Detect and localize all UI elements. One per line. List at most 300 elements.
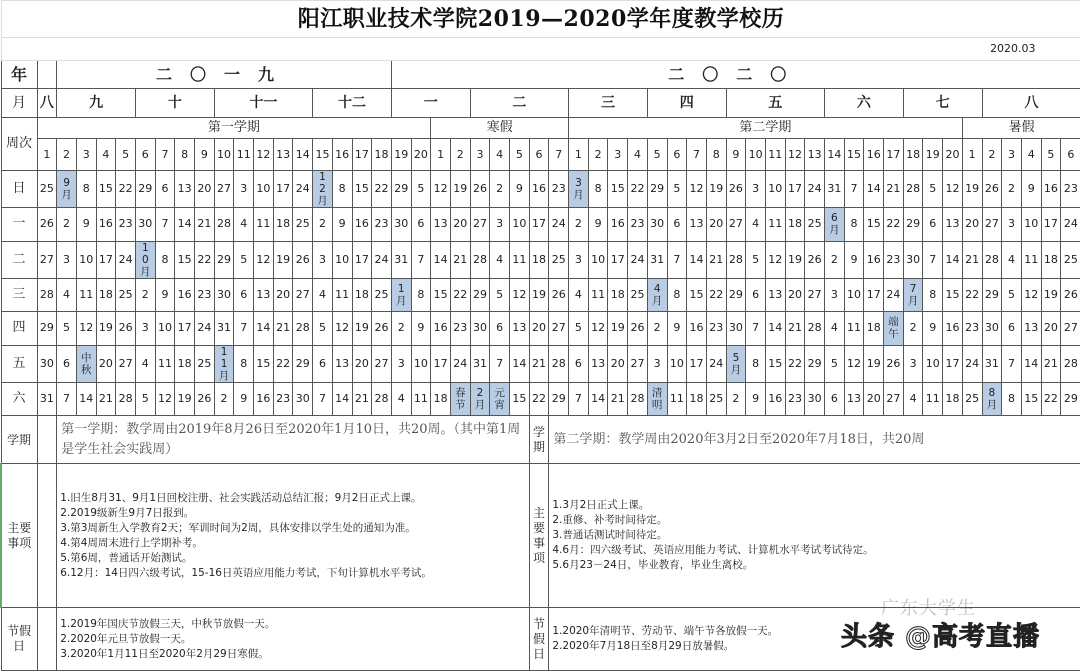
day-cell: 27: [726, 208, 746, 242]
week-number: 11: [765, 139, 785, 171]
day-cell: 14: [431, 241, 451, 278]
day-cell: 23: [372, 208, 392, 242]
day-cell: 9: [411, 312, 431, 346]
day-cell: 18: [608, 278, 628, 312]
week-number: 12: [254, 139, 274, 171]
term-header: 暑假: [962, 118, 1080, 139]
day-cell: 12: [687, 171, 707, 208]
day-cell: 8: [923, 278, 943, 312]
semester-label: 学期: [1, 416, 37, 464]
day-cell: 2: [135, 278, 155, 312]
weekday-row: [1, 171, 1080, 208]
day-cell: 26: [549, 278, 569, 312]
day-cell: 2: [57, 208, 77, 242]
day-cell: 4: [313, 278, 333, 312]
day-cell: 28: [805, 312, 825, 346]
day-cell: 23: [706, 312, 726, 346]
week-number: 4: [1021, 139, 1041, 171]
list-item: 2.2019级新生9月7日报到。: [60, 506, 195, 519]
day-cell: 29: [647, 171, 667, 208]
week-number: 4: [96, 139, 116, 171]
day-cell: 29: [982, 278, 1002, 312]
day-cell: 9: [155, 278, 175, 312]
day-cell: 5: [1002, 278, 1022, 312]
highlight-cell: [647, 278, 667, 312]
day-cell: 25: [37, 171, 57, 208]
day-cell: 10: [1021, 208, 1041, 242]
week-number: 3: [1002, 139, 1022, 171]
day-cell: 6: [825, 382, 845, 416]
blank-cell: [37, 464, 57, 608]
term-header: 第一学期: [37, 118, 431, 139]
day-cell: 9: [76, 208, 96, 242]
day-cell: 9: [844, 241, 864, 278]
day-cell: 14: [864, 171, 884, 208]
semester2-items-label-text: 主要事项: [533, 505, 546, 565]
day-cell: 17: [943, 345, 963, 382]
day-cell: 13: [844, 382, 864, 416]
week-number: 7: [687, 139, 707, 171]
day-cell: 19: [175, 382, 195, 416]
day-cell: 19: [529, 278, 549, 312]
day-cell: 5: [923, 171, 943, 208]
highlight-cell-text: 6月: [829, 212, 840, 237]
highlight-cell: [647, 382, 667, 416]
day-cell: 11: [1021, 241, 1041, 278]
day-cell: 31: [37, 382, 57, 416]
day-cell: 7: [411, 241, 431, 278]
day-cell: 6: [569, 345, 589, 382]
month-header: 五: [726, 89, 824, 118]
day-cell: 16: [608, 208, 628, 242]
semester1-summary: 第一学期：教学周由2019年8月26日至2020年1月10日，共20周。（其中第1周是学生社会实践周）: [57, 416, 530, 464]
day-cell: 6: [313, 345, 333, 382]
day-cell: 13: [254, 278, 274, 312]
day-cell: 29: [135, 171, 155, 208]
day-cell: 26: [372, 312, 392, 346]
highlight-cell: [391, 278, 411, 312]
day-cell: 8: [588, 171, 608, 208]
weekday-row: [1, 241, 1080, 278]
year-header: 二〇一九: [57, 61, 392, 89]
day-cell: 29: [805, 345, 825, 382]
day-cell: 9: [510, 171, 530, 208]
day-cell: 9: [1021, 171, 1041, 208]
highlight-cell-text: 2月: [474, 386, 486, 411]
page-title: 阳江职业技术学院2019—2020学年度教学校历: [1, 1, 1080, 38]
month-header: 一: [391, 89, 470, 118]
day-cell: 13: [175, 171, 195, 208]
day-cell: 9: [923, 312, 943, 346]
highlight-cell: [884, 312, 904, 346]
day-cell: 4: [135, 345, 155, 382]
day-cell: 21: [529, 345, 549, 382]
day-cell: 27: [549, 312, 569, 346]
day-cell: 26: [805, 241, 825, 278]
day-cell: 8: [746, 345, 766, 382]
week-number: 2: [588, 139, 608, 171]
day-cell: 7: [57, 382, 77, 416]
day-cell: 23: [1061, 171, 1080, 208]
day-cell: 11: [923, 382, 943, 416]
day-cell: 4: [825, 312, 845, 346]
weekday-row: [1, 382, 1080, 416]
month-header: 八: [37, 89, 57, 118]
day-cell: 27: [884, 382, 904, 416]
day-cell: 10: [510, 208, 530, 242]
day-cell: 13: [510, 312, 530, 346]
day-cell: 10: [844, 278, 864, 312]
day-cell: 7: [746, 312, 766, 346]
highlight-cell: [825, 208, 845, 242]
day-cell: 25: [293, 208, 313, 242]
day-cell: 18: [529, 241, 549, 278]
day-cell: 26: [293, 241, 313, 278]
day-cell: 24: [884, 278, 904, 312]
weekday-label: 日: [1, 171, 37, 208]
weekday-row: [1, 345, 1080, 382]
day-cell: 19: [450, 171, 470, 208]
day-cell: 29: [391, 171, 411, 208]
month-header: 六: [825, 89, 904, 118]
day-cell: 5: [411, 171, 431, 208]
day-cell: 4: [234, 208, 254, 242]
month-header: 九: [57, 89, 136, 118]
day-cell: 28: [982, 241, 1002, 278]
weekday-label: 三: [1, 278, 37, 312]
day-cell: 2: [214, 382, 234, 416]
week-number: 16: [864, 139, 884, 171]
week-number: 4: [628, 139, 648, 171]
day-cell: 10: [254, 171, 274, 208]
day-cell: 17: [785, 171, 805, 208]
day-cell: 30: [135, 208, 155, 242]
week-number: 20: [411, 139, 431, 171]
day-cell: 26: [195, 382, 215, 416]
day-cell: 8: [1002, 382, 1022, 416]
term-row: [1, 118, 1080, 139]
day-cell: 9: [332, 208, 352, 242]
day-cell: 3: [825, 278, 845, 312]
day-cell: 9: [234, 382, 254, 416]
day-cell: 8: [844, 208, 864, 242]
week-number: 7: [155, 139, 175, 171]
day-cell: 26: [470, 171, 490, 208]
day-cell: 18: [431, 382, 451, 416]
day-cell: 31: [391, 241, 411, 278]
day-cell: 20: [785, 278, 805, 312]
day-cell: 4: [490, 241, 510, 278]
day-cell: 29: [1061, 382, 1080, 416]
day-cell: 25: [195, 345, 215, 382]
day-cell: 6: [1002, 312, 1022, 346]
day-cell: 21: [706, 241, 726, 278]
week-number: 1: [569, 139, 589, 171]
day-cell: 17: [431, 345, 451, 382]
day-cell: 28: [116, 382, 136, 416]
term-header: 寒假: [431, 118, 569, 139]
day-cell: 8: [76, 171, 96, 208]
day-cell: 24: [706, 345, 726, 382]
day-cell: 14: [254, 312, 274, 346]
year-label: 年: [1, 61, 37, 89]
day-cell: 5: [667, 171, 687, 208]
day-cell: 21: [273, 312, 293, 346]
day-cell: 29: [549, 382, 569, 416]
month-header: 七: [903, 89, 982, 118]
day-cell: 19: [1041, 278, 1061, 312]
day-cell: 2: [726, 382, 746, 416]
day-cell: 11: [510, 241, 530, 278]
year-blank-cell: [37, 61, 57, 89]
day-cell: 27: [214, 171, 234, 208]
week-number: 5: [510, 139, 530, 171]
semester1-holidays: [57, 608, 530, 671]
day-cell: 18: [687, 382, 707, 416]
month-header: 十一: [214, 89, 312, 118]
day-cell: 28: [903, 171, 923, 208]
day-cell: 22: [450, 278, 470, 312]
day-cell: 12: [76, 312, 96, 346]
day-cell: 15: [1021, 382, 1041, 416]
day-cell: 27: [372, 345, 392, 382]
day-cell: 7: [667, 241, 687, 278]
day-cell: 10: [588, 241, 608, 278]
week-number: 13: [273, 139, 293, 171]
day-cell: 26: [982, 171, 1002, 208]
day-cell: 22: [116, 171, 136, 208]
highlight-cell-text: 11月: [218, 345, 230, 382]
day-cell: 9: [588, 208, 608, 242]
day-cell: 10: [667, 345, 687, 382]
week-number: 1: [431, 139, 451, 171]
highlight-cell-text: 1月: [395, 282, 407, 307]
day-cell: 10: [332, 241, 352, 278]
day-cell: 29: [293, 345, 313, 382]
day-cell: 6: [667, 208, 687, 242]
day-cell: 11: [332, 278, 352, 312]
day-cell: 28: [37, 278, 57, 312]
day-cell: 24: [1061, 208, 1080, 242]
day-cell: 12: [943, 171, 963, 208]
day-cell: 29: [214, 241, 234, 278]
week-number: 14: [293, 139, 313, 171]
list-item: 3.2020年1月11日至2020年2月29日寒假。: [60, 647, 269, 660]
day-cell: 28: [372, 382, 392, 416]
week-number: 6: [1061, 139, 1080, 171]
day-cell: 2: [647, 312, 667, 346]
day-cell: 13: [332, 345, 352, 382]
day-cell: 27: [37, 241, 57, 278]
weekday-label: 四: [1, 312, 37, 346]
day-cell: 2: [391, 312, 411, 346]
day-cell: 6: [411, 208, 431, 242]
week-number: 2: [57, 139, 77, 171]
day-cell: 17: [1041, 208, 1061, 242]
highlight-cell: [76, 345, 96, 382]
day-cell: 27: [628, 345, 648, 382]
week-number: 16: [332, 139, 352, 171]
day-cell: 7: [923, 241, 943, 278]
day-cell: 7: [1002, 345, 1022, 382]
day-cell: 23: [450, 312, 470, 346]
day-cell: 9: [746, 382, 766, 416]
week-number: 6: [667, 139, 687, 171]
week-number: 17: [884, 139, 904, 171]
day-cell: 19: [96, 312, 116, 346]
day-cell: 15: [96, 171, 116, 208]
day-cell: 30: [647, 208, 667, 242]
highlight-cell: [470, 382, 490, 416]
day-cell: 23: [273, 382, 293, 416]
semester2-items: [549, 464, 1080, 608]
watermark-sub: 广东大学生: [880, 598, 976, 619]
month-row: [1, 89, 1080, 118]
year-header: 二〇二〇: [391, 61, 1080, 89]
highlight-cell-text: 中秋: [80, 351, 92, 376]
list-item: 3.普通话测试时间待定。: [552, 529, 668, 541]
day-cell: 24: [805, 171, 825, 208]
weekday-row: [1, 208, 1080, 242]
week-number: 6: [529, 139, 549, 171]
term-header: 第二学期: [569, 118, 963, 139]
day-cell: 2: [569, 208, 589, 242]
day-cell: 25: [962, 382, 982, 416]
day-cell: 4: [57, 278, 77, 312]
day-cell: 22: [706, 278, 726, 312]
day-cell: 3: [569, 241, 589, 278]
day-cell: 23: [195, 278, 215, 312]
day-cell: 12: [431, 171, 451, 208]
day-cell: 3: [746, 171, 766, 208]
day-cell: 4: [569, 278, 589, 312]
list-item: 1.旧生8月31、9月1日回校注册、社会实践活动总结汇报；9月2日正式上课。: [60, 491, 422, 504]
day-cell: 19: [785, 241, 805, 278]
day-cell: 18: [96, 278, 116, 312]
day-cell: 18: [175, 345, 195, 382]
day-cell: 5: [313, 312, 333, 346]
day-cell: 23: [549, 171, 569, 208]
day-cell: 10: [411, 345, 431, 382]
day-cell: 12: [588, 312, 608, 346]
day-cell: 20: [864, 382, 884, 416]
day-cell: 16: [943, 312, 963, 346]
list-item: 2.2020年7月18日至8月29日放暑假。: [552, 640, 735, 652]
day-cell: 3: [647, 345, 667, 382]
week-number: 6: [135, 139, 155, 171]
holidays-label: [1, 608, 37, 671]
day-cell: 4: [903, 382, 923, 416]
highlight-cell: [214, 345, 234, 382]
day-cell: 19: [962, 171, 982, 208]
weekday-row: [1, 278, 1080, 312]
day-cell: 20: [608, 345, 628, 382]
week-number: 12: [785, 139, 805, 171]
day-cell: 2: [903, 312, 923, 346]
day-cell: 3: [57, 241, 77, 278]
day-cell: 26: [884, 345, 904, 382]
day-cell: 11: [76, 278, 96, 312]
list-item: 5.6月23－24日，毕业教育，毕业生离校。: [552, 559, 754, 571]
week-number: 13: [805, 139, 825, 171]
day-cell: 2: [1002, 171, 1022, 208]
highlight-cell-text: 春节: [455, 386, 466, 411]
day-cell: 15: [943, 278, 963, 312]
highlight-cell: [982, 382, 1002, 416]
day-cell: 18: [273, 208, 293, 242]
day-cell: 12: [155, 382, 175, 416]
day-cell: 24: [962, 345, 982, 382]
day-cell: 24: [549, 208, 569, 242]
day-cell: 30: [726, 312, 746, 346]
day-cell: 7: [844, 171, 864, 208]
day-cell: 14: [943, 241, 963, 278]
day-cell: 28: [293, 312, 313, 346]
day-cell: 24: [450, 345, 470, 382]
day-cell: 15: [175, 241, 195, 278]
day-cell: 22: [785, 345, 805, 382]
week-number: 14: [825, 139, 845, 171]
week-number: 17: [352, 139, 372, 171]
day-cell: 21: [884, 171, 904, 208]
day-cell: 13: [1021, 312, 1041, 346]
revision-date: 2020.03: [1, 38, 1080, 61]
day-cell: 31: [825, 171, 845, 208]
day-cell: 20: [352, 345, 372, 382]
day-cell: 27: [1061, 312, 1080, 346]
day-cell: 4: [391, 382, 411, 416]
day-cell: 25: [628, 278, 648, 312]
day-cell: 15: [608, 171, 628, 208]
day-cell: 31: [214, 312, 234, 346]
holidays-label-text: 节假日: [6, 624, 31, 653]
day-cell: 7: [490, 345, 510, 382]
week-number: 5: [1041, 139, 1061, 171]
day-cell: 2: [490, 171, 510, 208]
day-cell: 9: [667, 312, 687, 346]
day-cell: 14: [175, 208, 195, 242]
day-cell: 5: [135, 382, 155, 416]
day-cell: 5: [490, 278, 510, 312]
date-row: [1, 38, 1080, 61]
day-cell: 22: [962, 278, 982, 312]
list-item: 1.2020年清明节、劳动节、端午节各放假一天。: [552, 625, 779, 637]
week-number: 2: [982, 139, 1002, 171]
day-cell: 30: [470, 312, 490, 346]
day-cell: 16: [864, 241, 884, 278]
day-cell: 24: [293, 171, 313, 208]
day-cell: 17: [608, 241, 628, 278]
day-cell: 13: [588, 345, 608, 382]
highlight-cell: [135, 241, 155, 278]
highlight-cell: [903, 278, 923, 312]
day-cell: 16: [687, 312, 707, 346]
day-cell: 16: [431, 312, 451, 346]
day-cell: 22: [884, 208, 904, 242]
day-cell: 11: [588, 278, 608, 312]
day-cell: 3: [135, 312, 155, 346]
main-items-row: [1, 464, 1080, 608]
list-item: 6.12月：14日四六级考试，15-16日英语应用能力考试，下旬计算机水平考试。: [60, 566, 432, 579]
list-item: 2.重修、补考时间待定。: [552, 514, 668, 526]
week-number: 15: [844, 139, 864, 171]
day-cell: 25: [372, 278, 392, 312]
week-number: 10: [746, 139, 766, 171]
list-item: 5.第6周，普通话开始测试。: [60, 551, 193, 564]
week-number: 1: [37, 139, 57, 171]
day-cell: 23: [785, 382, 805, 416]
day-cell: 15: [687, 278, 707, 312]
